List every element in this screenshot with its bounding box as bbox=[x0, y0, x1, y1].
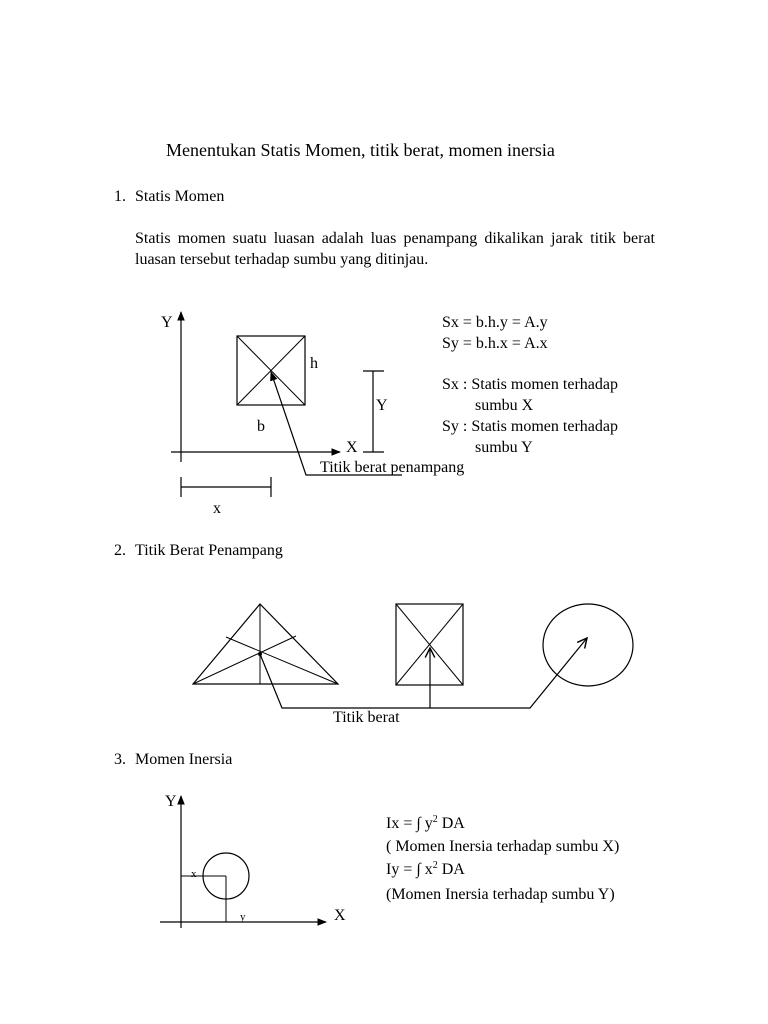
formula-ix-da: DA bbox=[437, 815, 465, 832]
formula-sx: Sx = b.h.y = A.y bbox=[442, 314, 548, 331]
page-title: Menentukan Statis Momen, titik berat, momen inersia bbox=[166, 140, 555, 160]
inertia-element-circle bbox=[203, 853, 249, 899]
inertia-y-axis-label: Y bbox=[165, 793, 177, 810]
inertia-x-distance-label: x bbox=[191, 868, 197, 880]
triangle-centroid-point bbox=[258, 652, 262, 656]
centroid-leader bbox=[260, 638, 587, 708]
section-rectangle bbox=[237, 336, 305, 405]
section-3-heading: Momen Inersia bbox=[135, 751, 233, 768]
centroid-circle bbox=[543, 604, 633, 686]
formula-ix-exponent: 2 bbox=[432, 814, 438, 825]
inertia-x-axis-label: X bbox=[334, 907, 346, 924]
section-1-paragraph: Statis momen suatu luasan adalah luas penampang dikalikan jarak titik berat luasan tersebut terhadap sumbu yang ditinjau. bbox=[135, 230, 655, 268]
section-2-heading: Titik Berat Penampang bbox=[135, 542, 283, 559]
formula-sy: Sy = b.h.x = A.x bbox=[442, 335, 548, 352]
formula-iy-description: (Momen Inersia terhadap sumbu Y) bbox=[386, 886, 615, 903]
section-1-number: 1. bbox=[114, 188, 126, 205]
formula-ix bbox=[386, 813, 465, 834]
width-label: b bbox=[257, 418, 265, 435]
centroid-triangle bbox=[193, 604, 338, 684]
centroid-square bbox=[396, 604, 463, 685]
definition-sy: Sy : Statis momen terhadap bbox=[442, 418, 618, 435]
centroid-pointer bbox=[271, 372, 402, 475]
section-2-number: 2. bbox=[114, 542, 126, 559]
formula-iy bbox=[386, 859, 465, 880]
definition-sx-axis: sumbu X bbox=[475, 397, 534, 414]
centroid-caption: Titik berat penampang bbox=[320, 459, 465, 476]
formula-iy-da: DA bbox=[437, 861, 465, 878]
formula-iy-main: Iy = ∫ x bbox=[386, 861, 433, 878]
definition-sy-axis: sumbu Y bbox=[475, 439, 533, 456]
section-3-number: 3. bbox=[114, 751, 126, 768]
y-axis-label: Y bbox=[161, 314, 173, 331]
y-distance-label: Y bbox=[376, 397, 388, 414]
formula-iy-exponent: 2 bbox=[432, 860, 438, 871]
section-1-heading: Statis Momen bbox=[135, 188, 225, 205]
formula-ix-description: ( Momen Inersia terhadap sumbu X) bbox=[386, 838, 620, 855]
formula-ix-main: Ix = ∫ y bbox=[386, 815, 433, 832]
x-distance-label: x bbox=[213, 500, 221, 517]
definition-sx: Sx : Statis momen terhadap bbox=[442, 376, 618, 393]
inertia-y-distance-label: y bbox=[240, 911, 246, 923]
x-axis-label: X bbox=[346, 439, 358, 456]
centroid-label: Titik berat bbox=[333, 709, 400, 726]
height-label: h bbox=[310, 355, 318, 372]
